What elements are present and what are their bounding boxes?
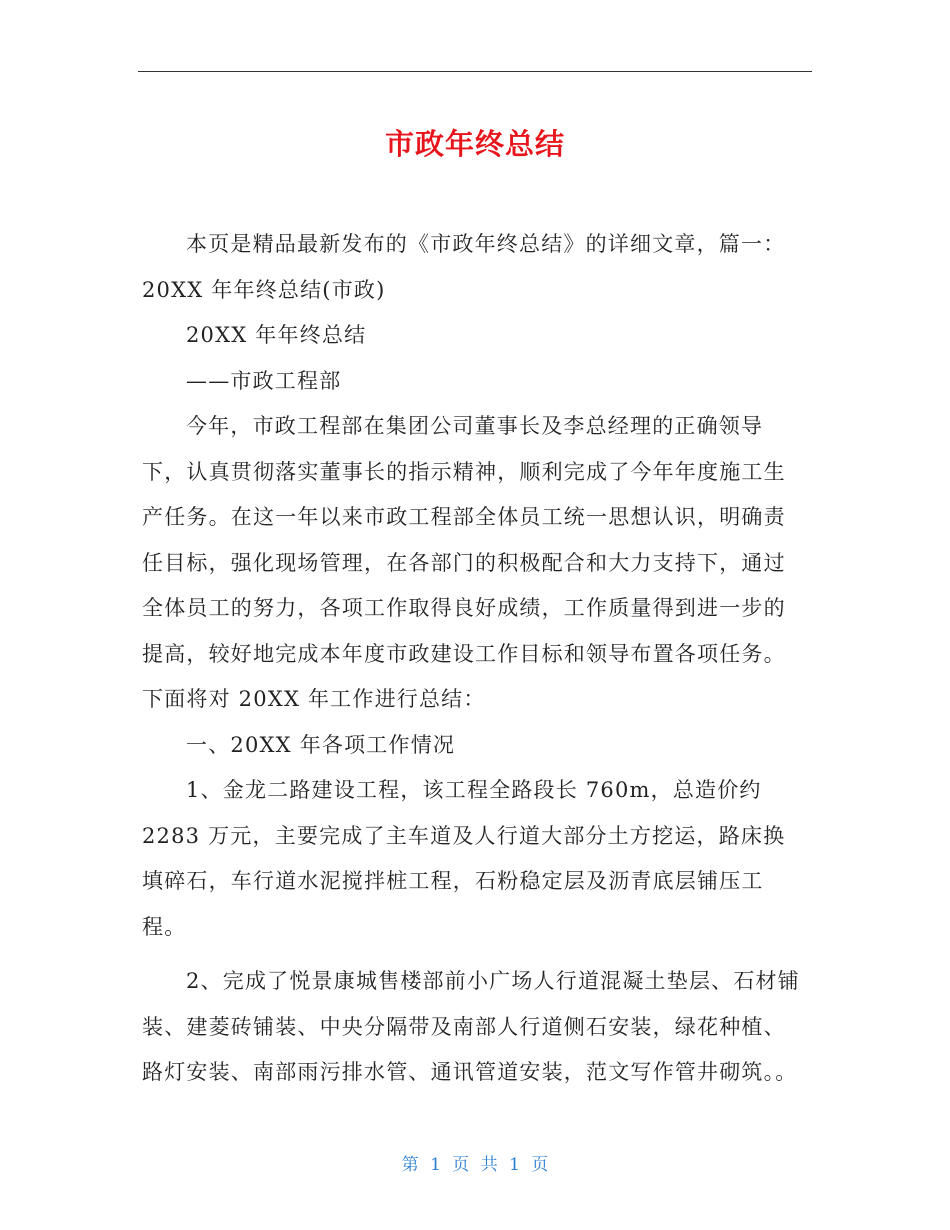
header-rule: [138, 71, 812, 72]
summary-paragraph: 今年，市政工程部在集团公司董事长及李总经理的正确领导下，认真贯彻落实董事长的指示精神，顺利完成了今年年度施工生产任务。在这一年以来市政工程部全体员工统一思想认识，明确责任目标，强化现场管理，在各部门的积极配合和大力支持下，通过全体员工的努力，各项工作取得良好成绩，工作质量得到进一步的提高，较好地完成本年度市政建设工作目标和领导布置各项任务。下面将对 20XX 年工作进行总结：: [142, 414, 786, 711]
section-heading: 一、20XX 年各项工作情况: [186, 732, 456, 757]
department-line: ——市政工程部: [186, 368, 342, 393]
report-title-line: 20XX 年年终总结: [186, 323, 367, 347]
work-item-1: 1、金龙二路建设工程，该工程全路段长 760m，总造价约2283 万元，主要完成了主车道及人行道大部分土方挖运，路床换填碎石，车行道水泥搅拌桩工程，石粉稳定层及沥青底层铺压工程。: [142, 778, 786, 939]
document-title: 市政年终总结: [384, 127, 565, 161]
page-number-footer: 第 1 页 共 1 页: [401, 1155, 549, 1175]
intro-paragraph: 本页是精品最新发布的《市政年终总结》的详细文章，篇一：20XX 年年终总结(市政): [142, 232, 786, 302]
document-body: [142, 222, 802, 1096]
work-item-2: 2、完成了悦景康城售楼部前小广场人行道混凝土垫层、石材铺装、建菱砖铺装、中央分隔带及南部人行道侧石安装，绿花种植、路灯安装、南部雨污排水管、通讯管道安装，范文写作管井砌筑。。: [142, 969, 800, 1084]
